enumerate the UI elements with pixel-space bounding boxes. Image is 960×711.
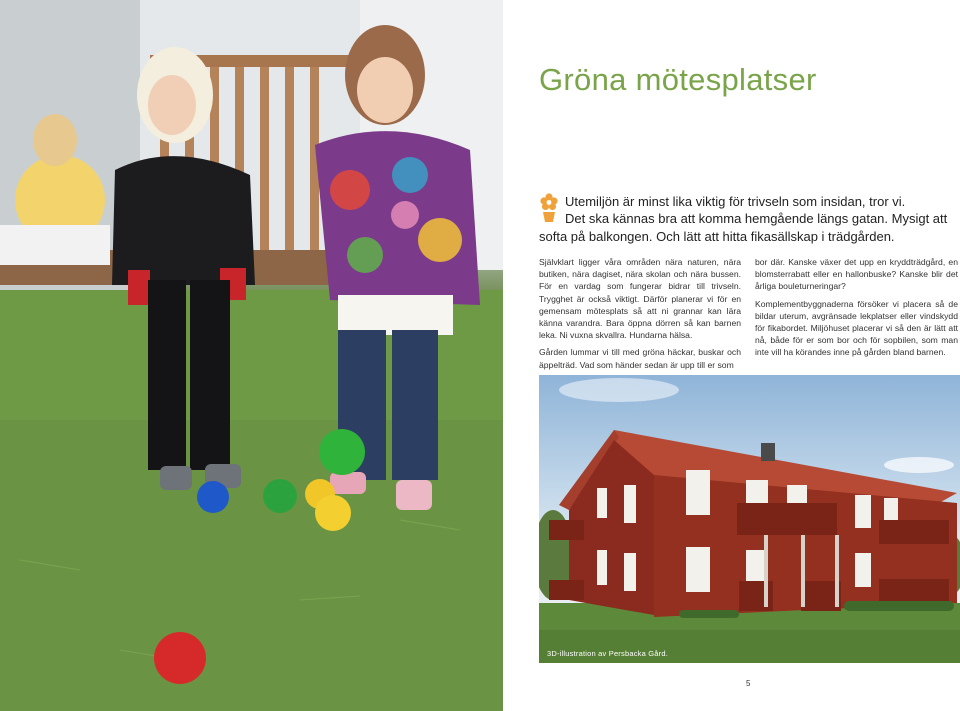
lead-line-1: Utemiljön är minst lika viktig för trivseln som insidan, tror vi.	[565, 194, 906, 209]
lead-line-2: Det ska kännas bra att komma hemgående längs gatan. Mysigt att	[565, 211, 948, 227]
page-number: 5	[746, 679, 751, 688]
column-1-paragraph-2: Gården lummar vi till med gröna häckar, buskar och äppelträd. Vad som händer sedan är upp till er som	[539, 347, 741, 370]
red-house-image	[539, 375, 960, 663]
body-column-2	[755, 256, 958, 364]
house-illustration	[539, 375, 960, 663]
body-column-1	[539, 256, 741, 376]
column-2-paragraph-1: bor där. Kanske växer det upp en kryddträdgård, en blomsterrabatt eller en hallonbuske? Kanske blir det årliga bouleturneringar?	[755, 257, 958, 292]
column-2-paragraph-2: Komplementbyggnaderna försöker vi placera så de bildar uterum, avgränsade lekplatser eller vindskydd för fikabordet. Miljöhuset placerar vi så den är lätt att nå, både för er som bor och för sopbilen, som man inte vill ha körandes inne på gården bland barnen.	[755, 298, 958, 358]
column-1-paragraph-1: Självklart ligger våra områden nära naturen, nära butiken, nära dagiset, nära skolan och nära bussen. För en vardag som fungerar bidrar till trivseln. Trygghet är också viktigt. Därför planerar vi för en gemensam mötesplats så att ni grannar kan lära känna varandra. Bara öppna dörren så kan barnen leka. Ni vuxna skvallra. Hundarna hälsa.	[539, 257, 741, 341]
page-title: Gröna mötesplatser	[539, 62, 817, 97]
lead-paragraph	[539, 193, 949, 245]
text-page	[503, 0, 960, 711]
image-caption: 3D-illustration av Persbacka Gård.	[547, 649, 669, 658]
lead-line-3: softa på balkongen. Och lätt att hitta fikasällskap i trädgården.	[539, 228, 895, 244]
